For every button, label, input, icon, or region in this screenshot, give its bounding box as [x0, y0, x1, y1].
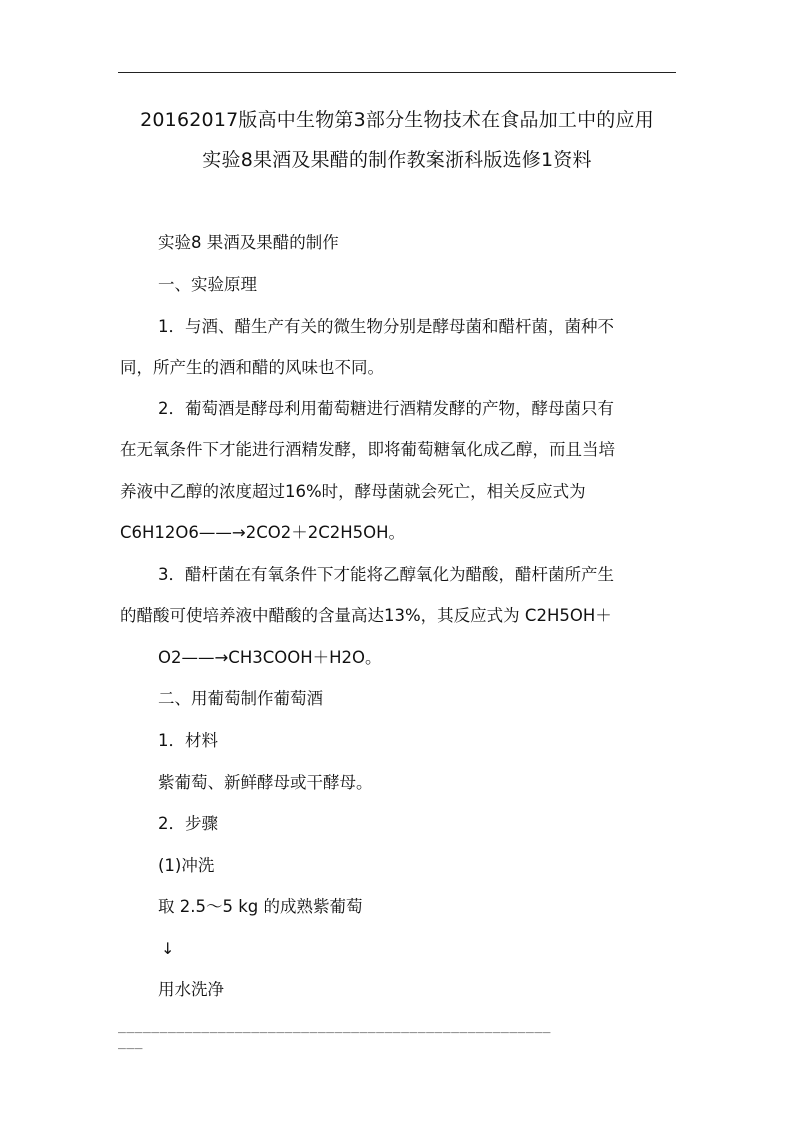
- footer-dashes: ___: [118, 1035, 143, 1050]
- reaction-equation: C6H12O6——→2CO2＋2C2H5OH。: [120, 523, 406, 542]
- paragraph-line: 养液中乙醇的浓度超过16%时，酵母菌就会死亡，相关反应式为: [120, 482, 586, 501]
- step-heading: (1)冲洗: [158, 856, 215, 875]
- paragraph-line: 3．醋杆菌在有氧条件下才能将乙醇氧化为醋酸，醋杆菌所产生: [158, 565, 614, 584]
- paragraph-line: 的醋酸可使培养液中醋酸的含量高达13%，其反应式为 C2H5OH＋: [120, 606, 612, 625]
- header-rule: [118, 72, 676, 73]
- paragraph-line: 紫葡萄、新鲜酵母或干酵母。: [158, 773, 373, 792]
- down-arrow-icon: ↓: [161, 939, 175, 958]
- subsection-heading: 二、用葡萄制作葡萄酒: [158, 689, 323, 708]
- paragraph-line: 2．葡萄酒是酵母利用葡萄糖进行酒精发酵的产物，酵母菌只有: [158, 399, 614, 418]
- section-heading: 实验8 果酒及果醋的制作: [158, 233, 339, 252]
- paragraph-line: 取 2.5～5 kg 的成熟紫葡萄: [158, 897, 363, 916]
- paragraph-line: 在无氧条件下才能进行酒精发酵，即将葡萄糖氧化成乙醇，而且当培: [120, 440, 615, 459]
- reaction-equation: O2——→CH3COOH＋H2O。: [158, 648, 382, 667]
- paragraph-line: 1．与酒、醋生产有关的微生物分别是酵母菌和醋杆菌，菌种不: [158, 317, 614, 336]
- item-heading: 1．材料: [158, 731, 218, 750]
- document-title-line-2: 实验8果酒及果醋的制作教案浙科版选修1资料: [202, 149, 592, 171]
- paragraph-line: 用水洗净: [158, 980, 224, 999]
- subsection-heading: 一、实验原理: [158, 275, 257, 294]
- footer-dashes: ____________________________________________________: [118, 1019, 551, 1034]
- document-title-line-1: 20162017版高中生物第3部分生物技术在食品加工中的应用: [140, 109, 654, 131]
- item-heading: 2．步骤: [158, 814, 218, 833]
- paragraph-line: 同，所产生的酒和醋的风味也不同。: [120, 358, 384, 377]
